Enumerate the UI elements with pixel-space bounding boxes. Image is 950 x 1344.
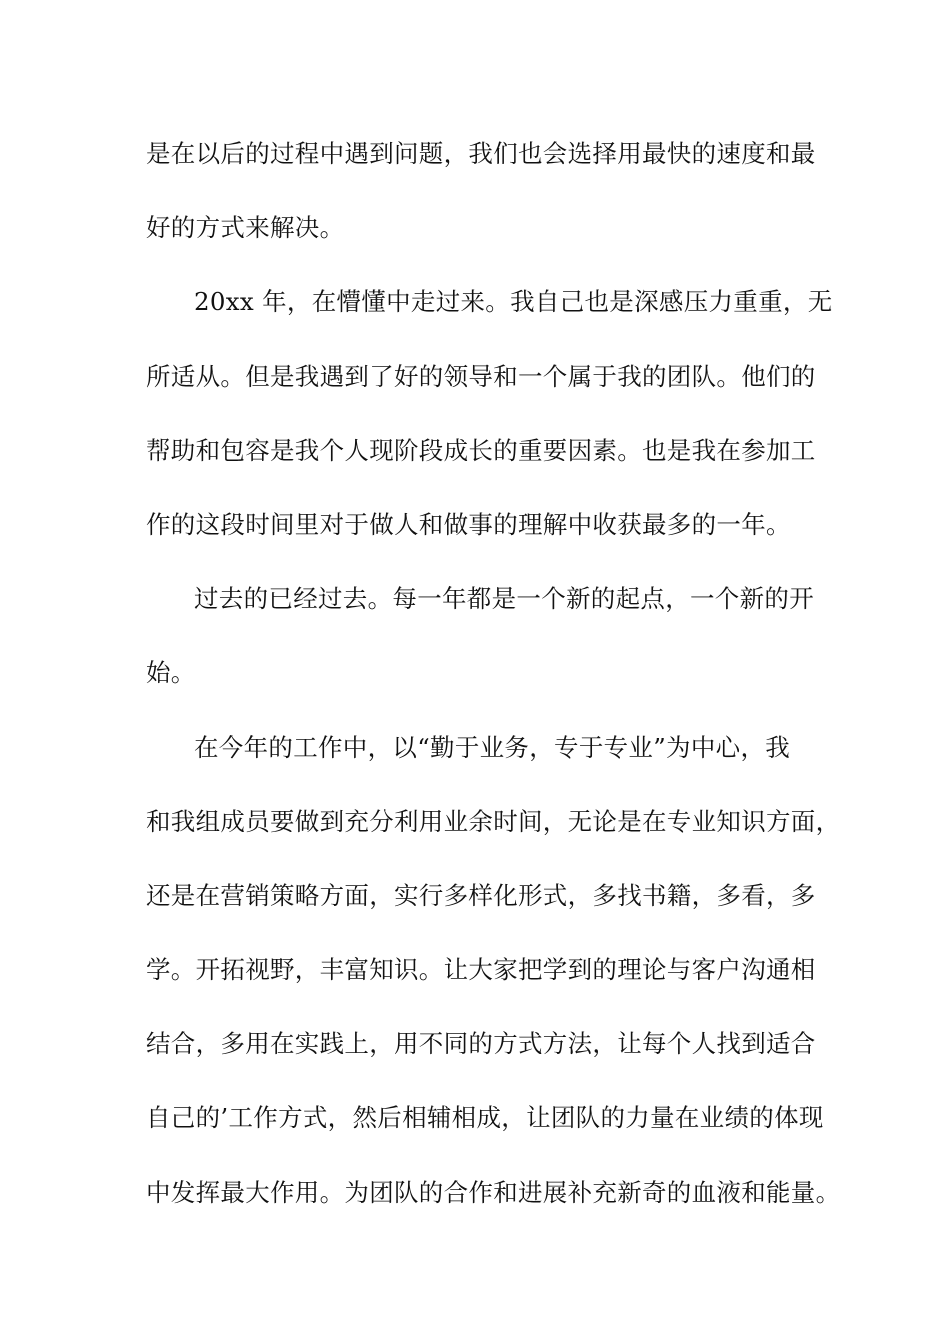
text-line: 帮助和包容是我个人现阶段成长的重要因素。也是我在参加工 <box>146 435 816 465</box>
text-line: 结合，多用在实践上，用不同的方式方法，让每个人找到适合 <box>146 1029 816 1059</box>
text-line: 还是在营销策略方面，实行多样化形式，多找书籍，多看，多 <box>146 880 816 910</box>
text-line: 是在以后的过程中遇到问题，我们也会选择用最快的速度和最 <box>146 139 816 168</box>
text-line: 中发挥最大作用。为团队的合作和进展补充新奇的血液和能量。 <box>146 1177 841 1207</box>
text-line: 所适从。但是我遇到了好的领导和一个属于我的团队。他们的 <box>146 361 816 391</box>
text-line: 始。 <box>146 658 196 688</box>
document-body <box>146 132 841 1245</box>
text-line: 作的这段时间里对于做人和做事的理解中收获最多的一年。 <box>146 509 791 539</box>
paragraph-start-line: 20xx 年，在懵懂中走过来。我自己也是深感压力重重，无 <box>194 287 833 317</box>
paragraph-start-line: 在今年的工作中，以“勤于业务，专于专业”为中心，我 <box>194 732 791 762</box>
text-line: 和我组成员要做到充分利用业余时间，无论是在专业知识方面， <box>146 806 841 836</box>
paragraph-start-line: 过去的已经过去。每一年都是一个新的起点，一个新的开 <box>194 584 814 614</box>
text-line: 自己的’工作方式，然后相辅相成，让团队的力量在业绩的体现 <box>146 1103 824 1133</box>
text-line: 好的方式来解决。 <box>146 213 345 243</box>
text-line: 学。开拓视野，丰富知识。让大家把学到的理论与客户沟通相 <box>146 955 816 985</box>
